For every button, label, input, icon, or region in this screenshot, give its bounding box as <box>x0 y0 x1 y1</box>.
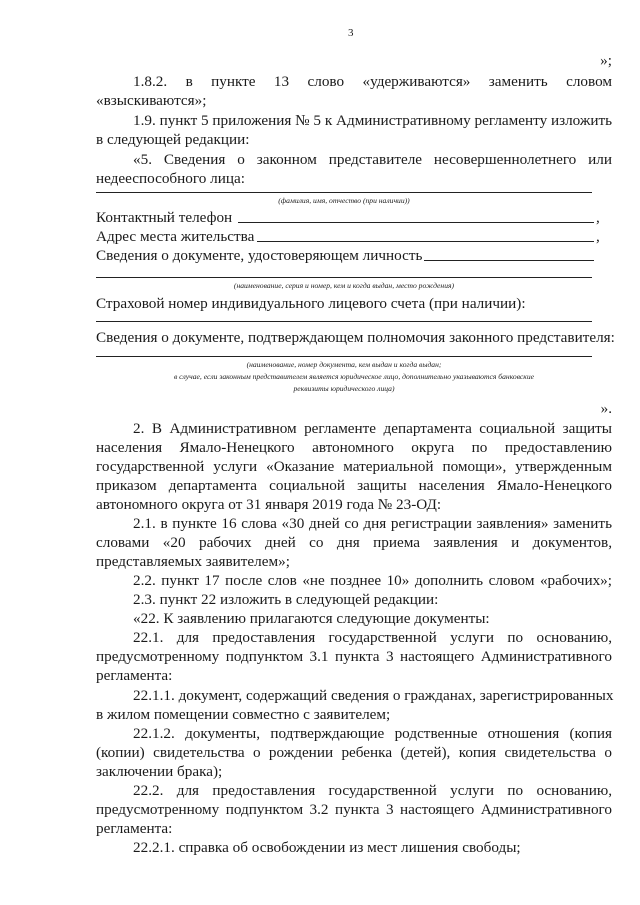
text-line: 22.2. для предоставления государственной услуги по основанию, <box>133 782 612 799</box>
text-line: 1.8.2. в пункте 13 слово «удерживаются» заменить словом <box>133 73 612 90</box>
form-line <box>96 277 592 278</box>
form-line <box>424 260 594 261</box>
field-caption: в случае, если законным представителем является юридическое лицо, дополнительно указываются банковские <box>173 372 534 381</box>
form-line <box>238 222 594 223</box>
authority-document-label: Сведения о документе, подтверждающем полномочия законного представителя: <box>96 329 615 346</box>
form-line <box>96 192 592 193</box>
field-caption: (наименование, номер документа, кем выдан и когда выдан; <box>246 360 442 369</box>
text-line: словами «20 рабочих дней со дня приема заявления и документов, <box>96 534 612 551</box>
text-line: 22.2.1. справка об освобождении из мест лишения свободы; <box>133 839 521 856</box>
closing-quote: »; <box>600 52 612 69</box>
text-line: регламента: <box>96 820 173 837</box>
snils-label: Страховой номер индивидуального лицевого счета (при наличии): <box>96 295 526 312</box>
comma: , <box>596 228 600 245</box>
text-line: «взыскиваются»; <box>96 92 207 109</box>
text-line: 2. В Административном регламенте департамента социальной защиты <box>133 420 612 437</box>
text-line: 2.1. в пункте 16 слова «30 дней со дня регистрации заявления» заменить <box>133 515 612 532</box>
text-line: регламента: <box>96 667 173 684</box>
text-line: предусмотренному подпунктом 3.2 пункта 3 настоящего Административного <box>96 801 612 818</box>
text-line: 22.1. для предоставления государственной услуги по основанию, <box>133 629 612 646</box>
field-caption: (фамилия, имя, отчество (при наличии)) <box>278 196 410 205</box>
text-line: 2.3. пункт 22 изложить в следующей редакции: <box>133 591 439 608</box>
comma: , <box>596 209 600 226</box>
text-line: заключении брака); <box>96 763 223 780</box>
text-line: «5. Сведения о законном представителе несовершеннолетнего или <box>133 151 612 168</box>
phone-label: Контактный телефон <box>96 209 233 226</box>
text-line: «22. К заявлению прилагаются следующие документы: <box>133 610 490 627</box>
text-line: в жилом помещении совместно с заявителем; <box>96 706 391 723</box>
field-caption: реквизиты юридического лица) <box>293 384 395 393</box>
text-line: приказом департамента социальной защиты населения Ямало-Ненецкого <box>96 477 612 494</box>
text-line: 22.1.2. документы, подтверждающие родственные отношения (копия <box>133 725 612 742</box>
text-line: предусмотренному подпунктом 3.1 пункта 3 настоящего Административного <box>96 648 612 665</box>
page-number: 3 <box>348 27 354 39</box>
text-line: автономного округа от 31 января 2019 года № 23-ОД: <box>96 496 442 513</box>
text-line: населения Ямало-Ненецкого автономного округа по предоставлению <box>96 439 612 456</box>
form-line <box>257 241 594 242</box>
id-document-label: Сведения о документе, удостоверяющем личность <box>96 247 423 264</box>
text-line: государственной услуги «Оказание материальной помощи», утвержденным <box>96 458 612 475</box>
form-line <box>96 356 592 357</box>
text-line: недееспособного лица: <box>96 170 245 187</box>
address-label: Адрес места жительства <box>96 228 255 245</box>
text-line: 22.1.1. документ, содержащий сведения о гражданах, зарегистрированных <box>133 687 614 704</box>
text-line: в следующей редакции: <box>96 131 250 148</box>
text-line: представляемых заявителем»; <box>96 553 290 570</box>
text-line: 2.2. пункт 17 после слов «не позднее 10» дополнить словом «рабочих»; <box>133 572 612 589</box>
closing-quote: ». <box>600 400 612 417</box>
field-caption: (наименование, серия и номер, кем и когда выдан, место рождения) <box>233 281 455 290</box>
text-line: 1.9. пункт 5 приложения № 5 к Административному регламенту изложить <box>133 112 613 129</box>
form-line <box>96 321 592 322</box>
text-line: (копии) свидетельства о рождении ребенка (детей), копия свидетельства о <box>96 744 612 761</box>
